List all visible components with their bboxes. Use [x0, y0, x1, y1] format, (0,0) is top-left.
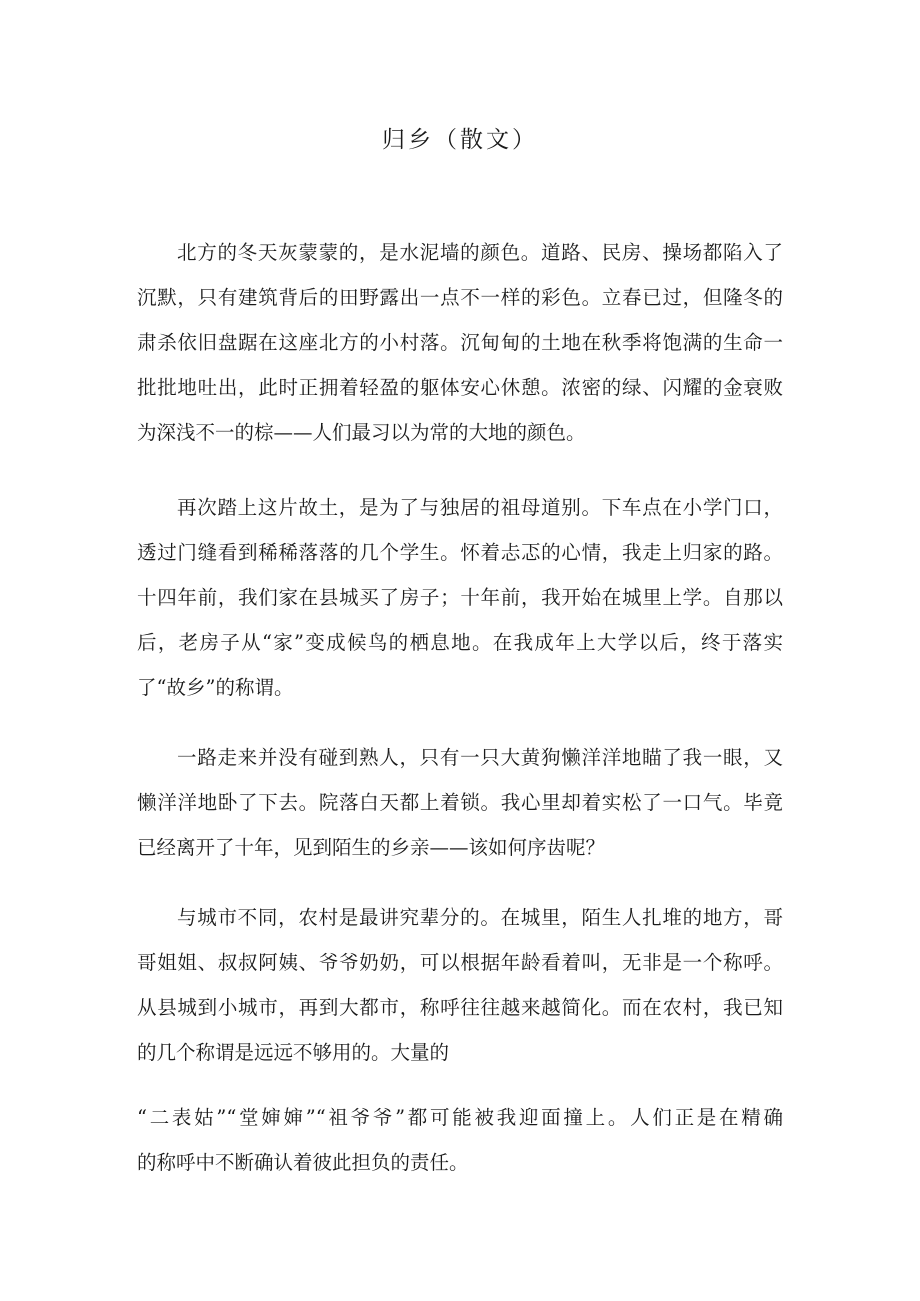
- paragraph-line: 哥姐姐、叔叔阿姨、爷爷奶奶，可以根据年龄看着叫，无非是一个称呼。: [137, 951, 783, 974]
- paragraph-4: [137, 895, 783, 1075]
- paragraph-2: [137, 485, 783, 710]
- paragraph-line: “二表姑”“堂婶婶”“祖爷爷”都可能被我迎面撞上。人们正是在精确: [137, 1106, 783, 1129]
- paragraph-line: 透过门缝看到稀稀落落的几个学生。怀着忐忑的心情，我走上归家的路。: [137, 541, 783, 564]
- paragraph-line: 一路走来并没有碰到熟人，只有一只大黄狗懒洋洋地瞄了我一眼，又: [177, 746, 783, 769]
- paragraph-line: 从县城到小城市，再到大都市，称呼往往越来越简化。而在农村，我已知: [137, 996, 783, 1019]
- paragraph-line: 的几个称谓是远远不够用的。大量的: [137, 1041, 450, 1064]
- paragraph-3: [137, 735, 783, 870]
- paragraph-line: 懒洋洋地卧了下去。院落白天都上着锁。我心里却着实松了一口气。毕竟: [137, 791, 783, 814]
- paragraph-line: 肃杀依旧盘踞在这座北方的小村落。沉甸甸的土地在秋季将饱满的生命一: [137, 331, 783, 354]
- paragraph-line: 为深浅不一的棕——人们最习以为常的大地的颜色。: [137, 421, 586, 444]
- paragraph-line: 沉默，只有建筑背后的田野露出一点不一样的彩色。立春已过，但隆冬的: [137, 286, 783, 309]
- paragraph-line: 了“故乡”的称谓。: [137, 676, 294, 699]
- paragraph-line: 十四年前，我们家在县城买了房子；十年前，我开始在城里上学。自那以: [137, 586, 783, 609]
- paragraph-line: 北方的冬天灰蒙蒙的，是水泥墙的颜色。道路、民房、操场都陷入了: [177, 241, 783, 264]
- paragraph-line: 与城市不同，农村是最讲究辈分的。在城里，陌生人扎堆的地方，哥: [177, 906, 783, 929]
- paragraph-line: 批批地吐出，此时正拥着轻盈的躯体安心休憩。浓密的绿、闪耀的金衰败: [137, 376, 783, 399]
- paragraph-line: 后，老房子从“家”变成候鸟的栖息地。在我成年上大学以后，终于落实: [137, 631, 783, 654]
- document-title: 归乡（散文）: [382, 127, 538, 153]
- paragraph-line: 的称呼中不断确认着彼此担负的责任。: [137, 1151, 469, 1174]
- paragraph-5: [137, 1095, 783, 1185]
- paragraph-1: [137, 230, 783, 455]
- paragraph-line: 已经离开了十年，见到陌生的乡亲——该如何序齿呢？: [137, 836, 606, 859]
- paragraph-line: 再次踏上这片故土，是为了与独居的祖母道别。下车点在小学门口，: [177, 496, 783, 519]
